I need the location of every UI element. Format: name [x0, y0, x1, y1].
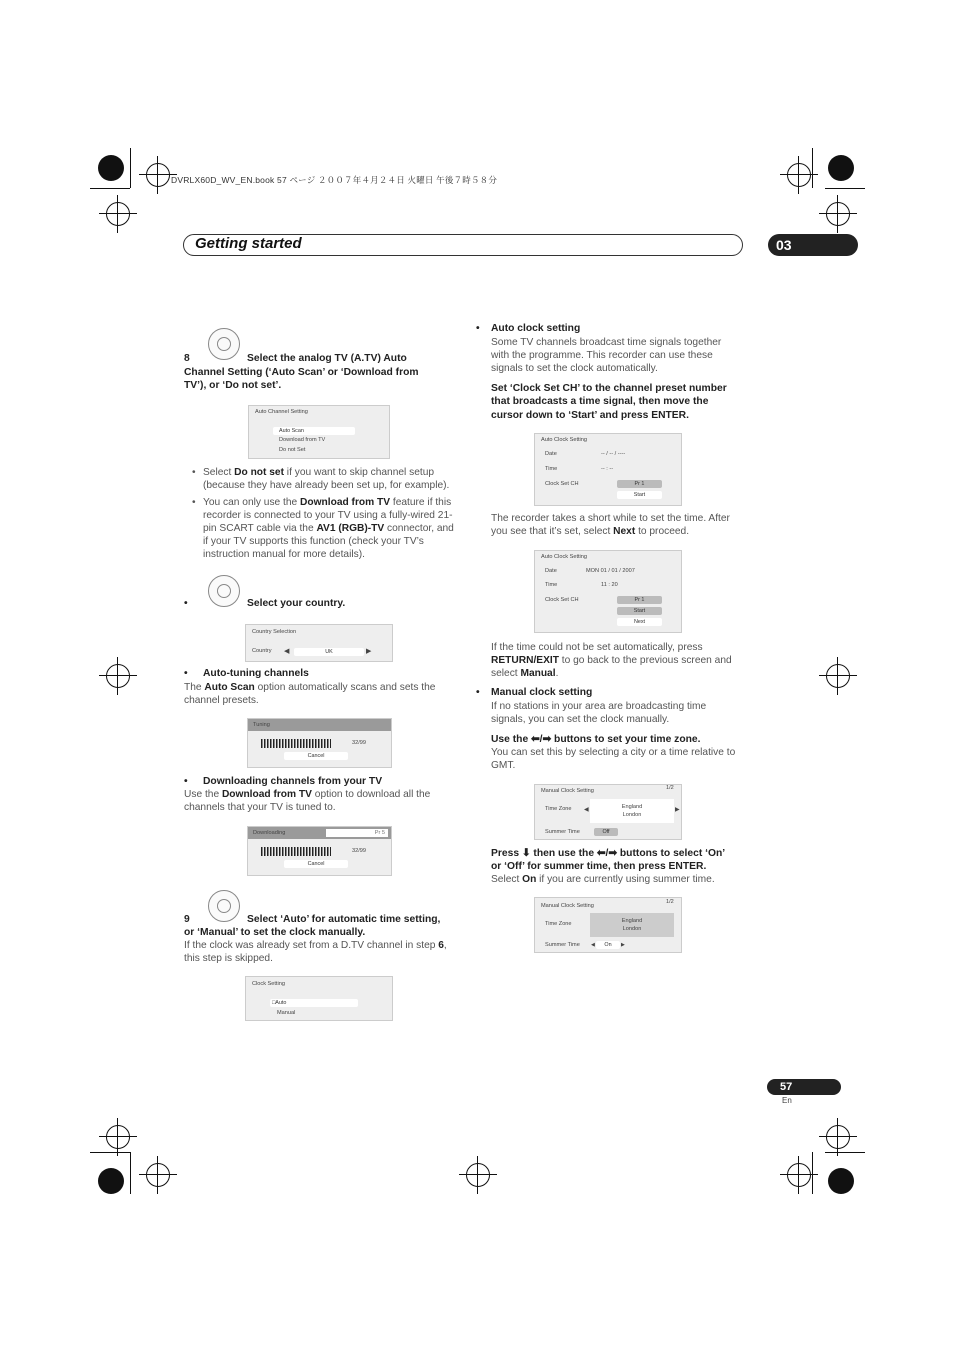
registration-mark — [828, 155, 854, 181]
time-label: Time — [545, 466, 558, 472]
fail-text: If the time could not be set automatically, press RETURN/EXIT to go back to the previous screen and select Manual. — [491, 642, 732, 679]
manual-clock-setting-screen-2 — [534, 897, 682, 953]
step-8-line2: Channel Setting (‘Auto Scan’ or ‘Download from — [184, 367, 419, 378]
clock-set-ch-value[interactable]: Pr 1 — [617, 480, 662, 488]
step-8-number: 8 — [184, 353, 190, 364]
start-button[interactable]: Start — [617, 491, 662, 499]
cancel-button[interactable]: Cancel — [284, 752, 348, 760]
auto-tuning-heading: Auto-tuning channels — [203, 668, 309, 679]
time-value: 11 : 20 — [601, 582, 618, 588]
screen-title: Auto Channel Setting — [255, 409, 308, 415]
crop-mark — [130, 148, 131, 188]
crosshair-mark — [146, 1163, 170, 1187]
preset-number: Pr 5 — [326, 829, 388, 837]
progress-count: 32/99 — [352, 848, 366, 854]
step-9-line2: or ‘Manual’ to set the clock manually. — [184, 927, 366, 938]
time-zone-value[interactable] — [590, 913, 674, 937]
auto-clock-setting-screen-2 — [534, 550, 682, 633]
crop-mark — [812, 1152, 813, 1194]
clock-set-ch-value[interactable]: Pr 1 — [617, 596, 662, 604]
crosshair-mark — [106, 664, 130, 688]
bullet-dot: • — [476, 687, 480, 698]
remote-dial-icon — [208, 575, 240, 607]
bullet-dot: • — [476, 323, 480, 334]
registration-mark — [98, 155, 124, 181]
auto-channel-setting-screen — [248, 405, 390, 459]
progress-count: 32/99 — [352, 740, 366, 746]
crosshair-mark — [106, 202, 130, 226]
crosshair-mark — [787, 1163, 811, 1187]
crop-mark — [90, 1152, 130, 1153]
press-instruction-line1: Press ⬇ then use the ⬅/➡ buttons to select ‘On’ — [491, 848, 726, 859]
downloading-screen — [247, 826, 392, 876]
step-9-line1: Select ‘Auto’ for automatic time setting, — [247, 914, 441, 925]
auto-clock-body: Some TV channels broadcast time signals together with the programme. This recorder can use these signals to set the clock automatically. — [491, 337, 722, 374]
progress-bar — [261, 847, 331, 856]
summer-time-label: Summer Time — [545, 942, 580, 948]
book-file-line: DVRLX60D_WV_EN.book 57 ページ ２００７年４月２４日 火曜日 午後７時５８分 — [171, 175, 498, 185]
summer-time-label: Summer Time — [545, 829, 580, 835]
time-zone-country: England — [621, 804, 643, 810]
crosshair-mark — [146, 163, 170, 187]
time-value: -- : -- — [601, 466, 614, 472]
bullet-dot: • — [184, 598, 188, 609]
date-value: MON 01 / 01 / 2007 — [586, 568, 635, 574]
left-arrow-icon[interactable]: ◀ — [584, 807, 589, 813]
clock-setting-screen — [245, 976, 393, 1021]
auto-scan-option[interactable]: Auto Scan — [273, 427, 355, 435]
crop-mark — [90, 188, 130, 189]
screen-title: Downloading — [248, 827, 391, 839]
crop-mark — [825, 188, 865, 189]
manual-clock-setting-screen-1 — [534, 784, 682, 840]
summer-time-value[interactable]: On — [596, 941, 620, 949]
press-instruction-body: Select On if you are currently using summer time. — [491, 874, 715, 885]
crosshair-mark — [826, 1125, 850, 1149]
cancel-button[interactable]: Cancel — [284, 860, 348, 868]
step-8-line1: Select the analog TV (A.TV) Auto — [247, 353, 407, 364]
start-button[interactable]: Start — [617, 607, 662, 615]
time-zone-label: Time Zone — [545, 921, 572, 927]
downloading-body: Use the Download from TV option to download all the channels that your TV is tuned to. — [184, 789, 431, 813]
auto-clock-setting-screen-1 — [534, 433, 682, 506]
remote-dial-icon — [208, 328, 240, 360]
bullet-dot: • — [184, 668, 188, 679]
bullet-do-not-set: • Select Do not set if you want to skip channel setup (because they have already been set up, for example). — [192, 467, 450, 491]
do-not-set-option[interactable]: Do not Set — [279, 447, 306, 453]
auto-tuning-body: The Auto Scan option automatically scans and sets the channel presets. — [184, 682, 436, 706]
select-country-heading: Select your country. — [247, 598, 346, 609]
clock-set-ch-label: Clock Set CH — [545, 481, 579, 487]
crop-mark — [130, 1152, 131, 1194]
clock-set-ch-label: Clock Set CH — [545, 597, 579, 603]
use-buttons-body: You can set this by selecting a city or a time relative to GMT. — [491, 747, 736, 771]
after-setting-text: The recorder takes a short while to set the time. After you see that it’s set, select Next to proceed. — [491, 513, 730, 537]
manual-option[interactable]: Manual — [277, 1010, 296, 1016]
bullet-dot: • — [184, 776, 188, 787]
language-code: En — [782, 1096, 792, 1105]
screen-title: Manual Clock Setting — [541, 903, 594, 909]
press-instruction-line2: or ‘Off’ for summer time, then press ENTER. — [491, 861, 707, 872]
right-arrow-icon[interactable]: ▶ — [621, 942, 625, 948]
remote-dial-icon — [208, 890, 240, 922]
auto-clock-heading: Auto clock setting — [491, 323, 581, 334]
country-value[interactable]: UK — [294, 648, 364, 656]
date-label: Date — [545, 451, 557, 457]
page-number: 57 — [767, 1079, 841, 1095]
step-8-line3: TV’), or ‘Do not set’. — [184, 380, 282, 391]
time-zone-country: England — [621, 918, 643, 924]
tuning-screen — [247, 718, 392, 768]
download-from-tv-option[interactable]: Download from TV — [279, 437, 326, 443]
date-label: Date — [545, 568, 557, 574]
time-zone-value[interactable] — [590, 799, 674, 823]
registration-mark — [98, 1168, 124, 1194]
manual-clock-heading: Manual clock setting — [491, 687, 593, 698]
screen-title: Manual Clock Setting — [541, 788, 594, 794]
downloading-heading: Downloading channels from your TV — [203, 776, 383, 787]
right-arrow-icon[interactable]: ▶ — [366, 648, 372, 655]
time-label: Time — [545, 582, 558, 588]
crosshair-mark — [106, 1125, 130, 1149]
manual-clock-body: If no stations in your area are broadcasting time signals, you can set the clock manually. — [491, 701, 707, 725]
screen-title: Clock Setting — [252, 981, 285, 987]
page-indicator: 1/2 — [666, 899, 674, 905]
right-arrow-icon[interactable]: ▶ — [675, 807, 680, 813]
registration-mark — [828, 1168, 854, 1194]
screen-title: Auto Clock Setting — [541, 554, 588, 560]
crosshair-mark — [787, 163, 811, 187]
progress-bar — [261, 739, 331, 748]
crosshair-mark — [826, 664, 850, 688]
screen-title: Country Selection — [252, 629, 297, 635]
left-arrow-icon[interactable]: ◀ — [591, 942, 595, 948]
crosshair-mark — [466, 1163, 490, 1187]
bullet-download-from-tv: • You can only use the Download from TV feature if this recorder is connected to your TV using a fully-wired 21-pin SCART cable via the AV1 (RGB)-TV connector, and if your TV supports this function (check your TV’s instruction manual for more details). — [192, 497, 454, 560]
crop-mark — [825, 1152, 865, 1153]
left-arrow-icon[interactable]: ◀ — [284, 648, 290, 655]
set-clock-instruction: Set ‘Clock Set CH’ to the channel preset number that broadcasts a time signal, then move the cursor down to ‘Start’ and press ENTER. — [491, 383, 727, 421]
country-label: Country — [252, 648, 272, 654]
page-title: Getting started — [195, 235, 302, 252]
use-buttons-heading: Use the ⬅/➡ buttons to set your time zone. — [491, 734, 701, 745]
page-indicator: 1/2 — [666, 785, 674, 791]
screen-title: Tuning — [248, 719, 391, 731]
crosshair-mark — [826, 202, 850, 226]
summer-time-value[interactable]: Off — [594, 828, 618, 836]
screen-title: Auto Clock Setting — [541, 437, 588, 443]
time-zone-city: London — [622, 926, 642, 932]
crop-mark — [812, 148, 813, 188]
chapter-badge: 03 — [768, 234, 858, 256]
date-value: -- / -- / ---- — [601, 451, 626, 457]
time-zone-city: London — [622, 812, 642, 818]
step-9-body: If the clock was already set from a D.TV channel in step 6, this step is skipped. — [184, 940, 447, 964]
auto-option[interactable]: □Auto — [270, 999, 358, 1007]
country-selection-screen — [245, 624, 393, 662]
time-zone-label: Time Zone — [545, 806, 572, 812]
next-button[interactable]: Next — [617, 618, 662, 626]
step-9-number: 9 — [184, 914, 190, 925]
